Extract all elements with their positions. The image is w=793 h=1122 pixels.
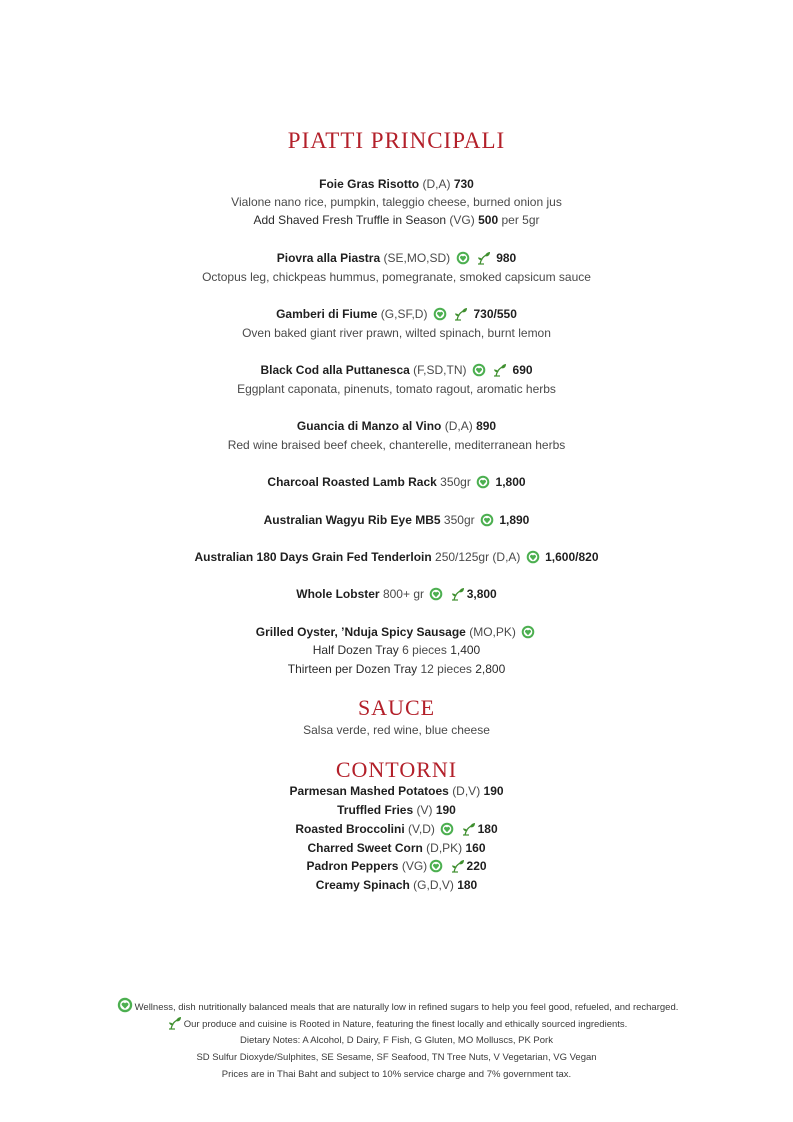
dish-name: Whole Lobster xyxy=(296,587,380,601)
addon-tags: (VG) xyxy=(449,213,475,227)
side-tags: (V,D) xyxy=(408,822,435,836)
side-name: Truffled Fries xyxy=(337,803,414,817)
dish-price: 890 xyxy=(476,419,497,433)
dish-guancia xyxy=(0,418,793,434)
side-price: 220 xyxy=(466,859,487,873)
dish-gamberi xyxy=(0,306,793,325)
side-name: Charred Sweet Corn xyxy=(307,841,423,855)
sprout-icon xyxy=(462,822,476,840)
dietary-label: Dietary Notes: xyxy=(240,1035,301,1046)
wellness-icon xyxy=(526,550,540,568)
side-item xyxy=(0,840,793,856)
side-item xyxy=(0,821,793,840)
dish-piovra xyxy=(0,250,793,269)
dish-price: 1,890 xyxy=(499,513,530,527)
side-price: 180 xyxy=(457,878,478,892)
dish-name: Gamberi di Fiume xyxy=(276,307,378,321)
side-price: 180 xyxy=(477,822,498,836)
wellness-icon xyxy=(429,587,443,605)
dish-price: 980 xyxy=(496,251,517,265)
side-name: Padron Peppers xyxy=(306,859,399,873)
sprout-icon xyxy=(451,859,465,877)
section-title-sauce: SAUCE xyxy=(357,695,436,720)
dish-price: 730/550 xyxy=(473,307,517,321)
option-name: Thirteen per Dozen Tray xyxy=(287,662,418,676)
sauce-desc: Salsa verde, red wine, blue cheese xyxy=(303,723,490,737)
side-name: Creamy Spinach xyxy=(315,878,410,892)
side-item xyxy=(0,858,793,877)
footer-nature xyxy=(0,1016,793,1034)
dish-oyster xyxy=(0,624,793,643)
dish-tenderloin xyxy=(0,549,793,568)
dish-name: Black Cod alla Puttanesca xyxy=(260,363,410,377)
wellness-icon xyxy=(480,513,494,531)
addon-unit: per 5gr xyxy=(501,213,540,227)
wellness-icon xyxy=(476,475,490,493)
side-item xyxy=(0,877,793,893)
dish-tags: (MO,PK) xyxy=(469,625,516,639)
option-name: Half Dozen Tray xyxy=(312,643,399,657)
footer-prices: Prices are in Thai Baht and subject to 10% service charge and 7% government tax. xyxy=(221,1069,572,1080)
footer-dietary-2: SD Sulfur Dioxyde/Sulphites, SE Sesame, SF Seafood, TN Tree Nuts, V Vegetarian, VG Vegan xyxy=(196,1052,597,1063)
dish-lobster xyxy=(0,586,793,605)
dish-lamb xyxy=(0,474,793,493)
footer-wellness-text: Wellness, dish nutritionally balanced meals that are naturally low in refined sugars to help you feel good, refueled, and recharged. xyxy=(134,1002,679,1013)
dish-weight: 350gr xyxy=(440,475,471,489)
dish-desc: Octopus leg, chickpeas hummus, pomegranate, smoked capsicum sauce xyxy=(202,270,591,284)
dish-name: Australian Wagyu Rib Eye MB5 xyxy=(263,513,441,527)
dish-foie-gras xyxy=(0,176,793,192)
dish-price: 690 xyxy=(512,363,533,377)
dish-name: Piovra alla Piastra xyxy=(276,251,381,265)
side-name: Parmesan Mashed Potatoes xyxy=(289,784,449,798)
side-tags: (D,PK) xyxy=(426,841,463,855)
dish-tags: (SE,MO,SD) xyxy=(383,251,451,265)
addon-price: 500 xyxy=(478,213,499,227)
sprout-icon xyxy=(454,307,468,325)
dish-price: 1,800 xyxy=(495,475,526,489)
side-name: Roasted Broccolini xyxy=(295,822,405,836)
side-item xyxy=(0,802,793,818)
dish-desc: Vialone nano rice, pumpkin, taleggio cheese, burned onion jus xyxy=(231,195,562,209)
sprout-icon xyxy=(451,587,465,605)
side-price: 190 xyxy=(483,784,504,798)
footer-wellness xyxy=(0,997,793,1017)
wellness-icon xyxy=(456,251,470,269)
option-price: 1,400 xyxy=(450,643,481,657)
oyster-option-dozen xyxy=(0,661,793,677)
footer-nature-text: Our produce and cuisine is Rooted in Nature, featuring the finest locally and ethically sourced ingredients. xyxy=(183,1019,628,1030)
option-qty: 12 pieces xyxy=(420,662,472,676)
dish-weight: 250/125gr (D,A) xyxy=(435,550,521,564)
dish-name: Grilled Oyster, ’Nduja Spicy Sausage xyxy=(255,625,466,639)
dish-weight: 350gr xyxy=(443,513,475,527)
wellness-icon xyxy=(117,997,133,1017)
option-qty: 6 pieces xyxy=(402,643,447,657)
wellness-icon xyxy=(440,822,454,840)
side-tags: (V) xyxy=(416,803,433,817)
dish-tags: (D,A) xyxy=(422,177,451,191)
sprout-icon xyxy=(477,251,491,269)
footer-dietary-1 xyxy=(0,1034,793,1047)
dish-desc: Eggplant caponata, pinenuts, tomato ragout, aromatic herbs xyxy=(237,382,556,396)
dish-name: Charcoal Roasted Lamb Rack xyxy=(267,475,437,489)
side-tags: (D,V) xyxy=(452,784,481,798)
dish-desc: Red wine braised beef cheek, chanterelle, mediterranean herbs xyxy=(227,438,566,452)
wellness-icon xyxy=(472,363,486,381)
dish-price: 730 xyxy=(453,177,474,191)
wellness-icon xyxy=(429,859,443,877)
dish-wagyu xyxy=(0,512,793,531)
dish-weight: 800+ gr xyxy=(382,587,424,601)
addon-text: Add Shaved Fresh Truffle in Season xyxy=(253,213,447,227)
sprout-icon xyxy=(168,1016,182,1034)
dish-price: 1,600/820 xyxy=(545,550,599,564)
dish-name: Foie Gras Risotto xyxy=(319,177,420,191)
dish-tags: (D,A) xyxy=(444,419,473,433)
wellness-icon xyxy=(521,625,535,643)
section-title-main: PIATTI PRINCIPALI xyxy=(287,128,506,153)
side-item xyxy=(0,783,793,799)
side-tags: (VG) xyxy=(401,859,428,873)
wellness-icon xyxy=(433,307,447,325)
side-price: 190 xyxy=(435,803,456,817)
side-tags: (G,D,V) xyxy=(413,878,454,892)
dish-tags: (G,SF,D) xyxy=(380,307,428,321)
dietary-text: A Alcohol, D Dairy, F Fish, G Gluten, MO Molluscs, PK Pork xyxy=(302,1035,553,1046)
sprout-icon xyxy=(493,363,507,381)
side-price: 160 xyxy=(465,841,486,855)
dish-name: Guancia di Manzo al Vino xyxy=(296,419,442,433)
dish-black-cod xyxy=(0,362,793,381)
dish-tags: (F,SD,TN) xyxy=(413,363,467,377)
dish-name: Australian 180 Days Grain Fed Tenderloin xyxy=(194,550,432,564)
dish-price: 3,800 xyxy=(466,587,497,601)
option-price: 2,800 xyxy=(475,662,506,676)
dish-addon xyxy=(0,212,793,228)
dish-desc: Oven baked giant river prawn, wilted spinach, burnt lemon xyxy=(242,326,551,340)
section-title-sides: CONTORNI xyxy=(335,757,458,782)
oyster-option-half xyxy=(0,642,793,658)
